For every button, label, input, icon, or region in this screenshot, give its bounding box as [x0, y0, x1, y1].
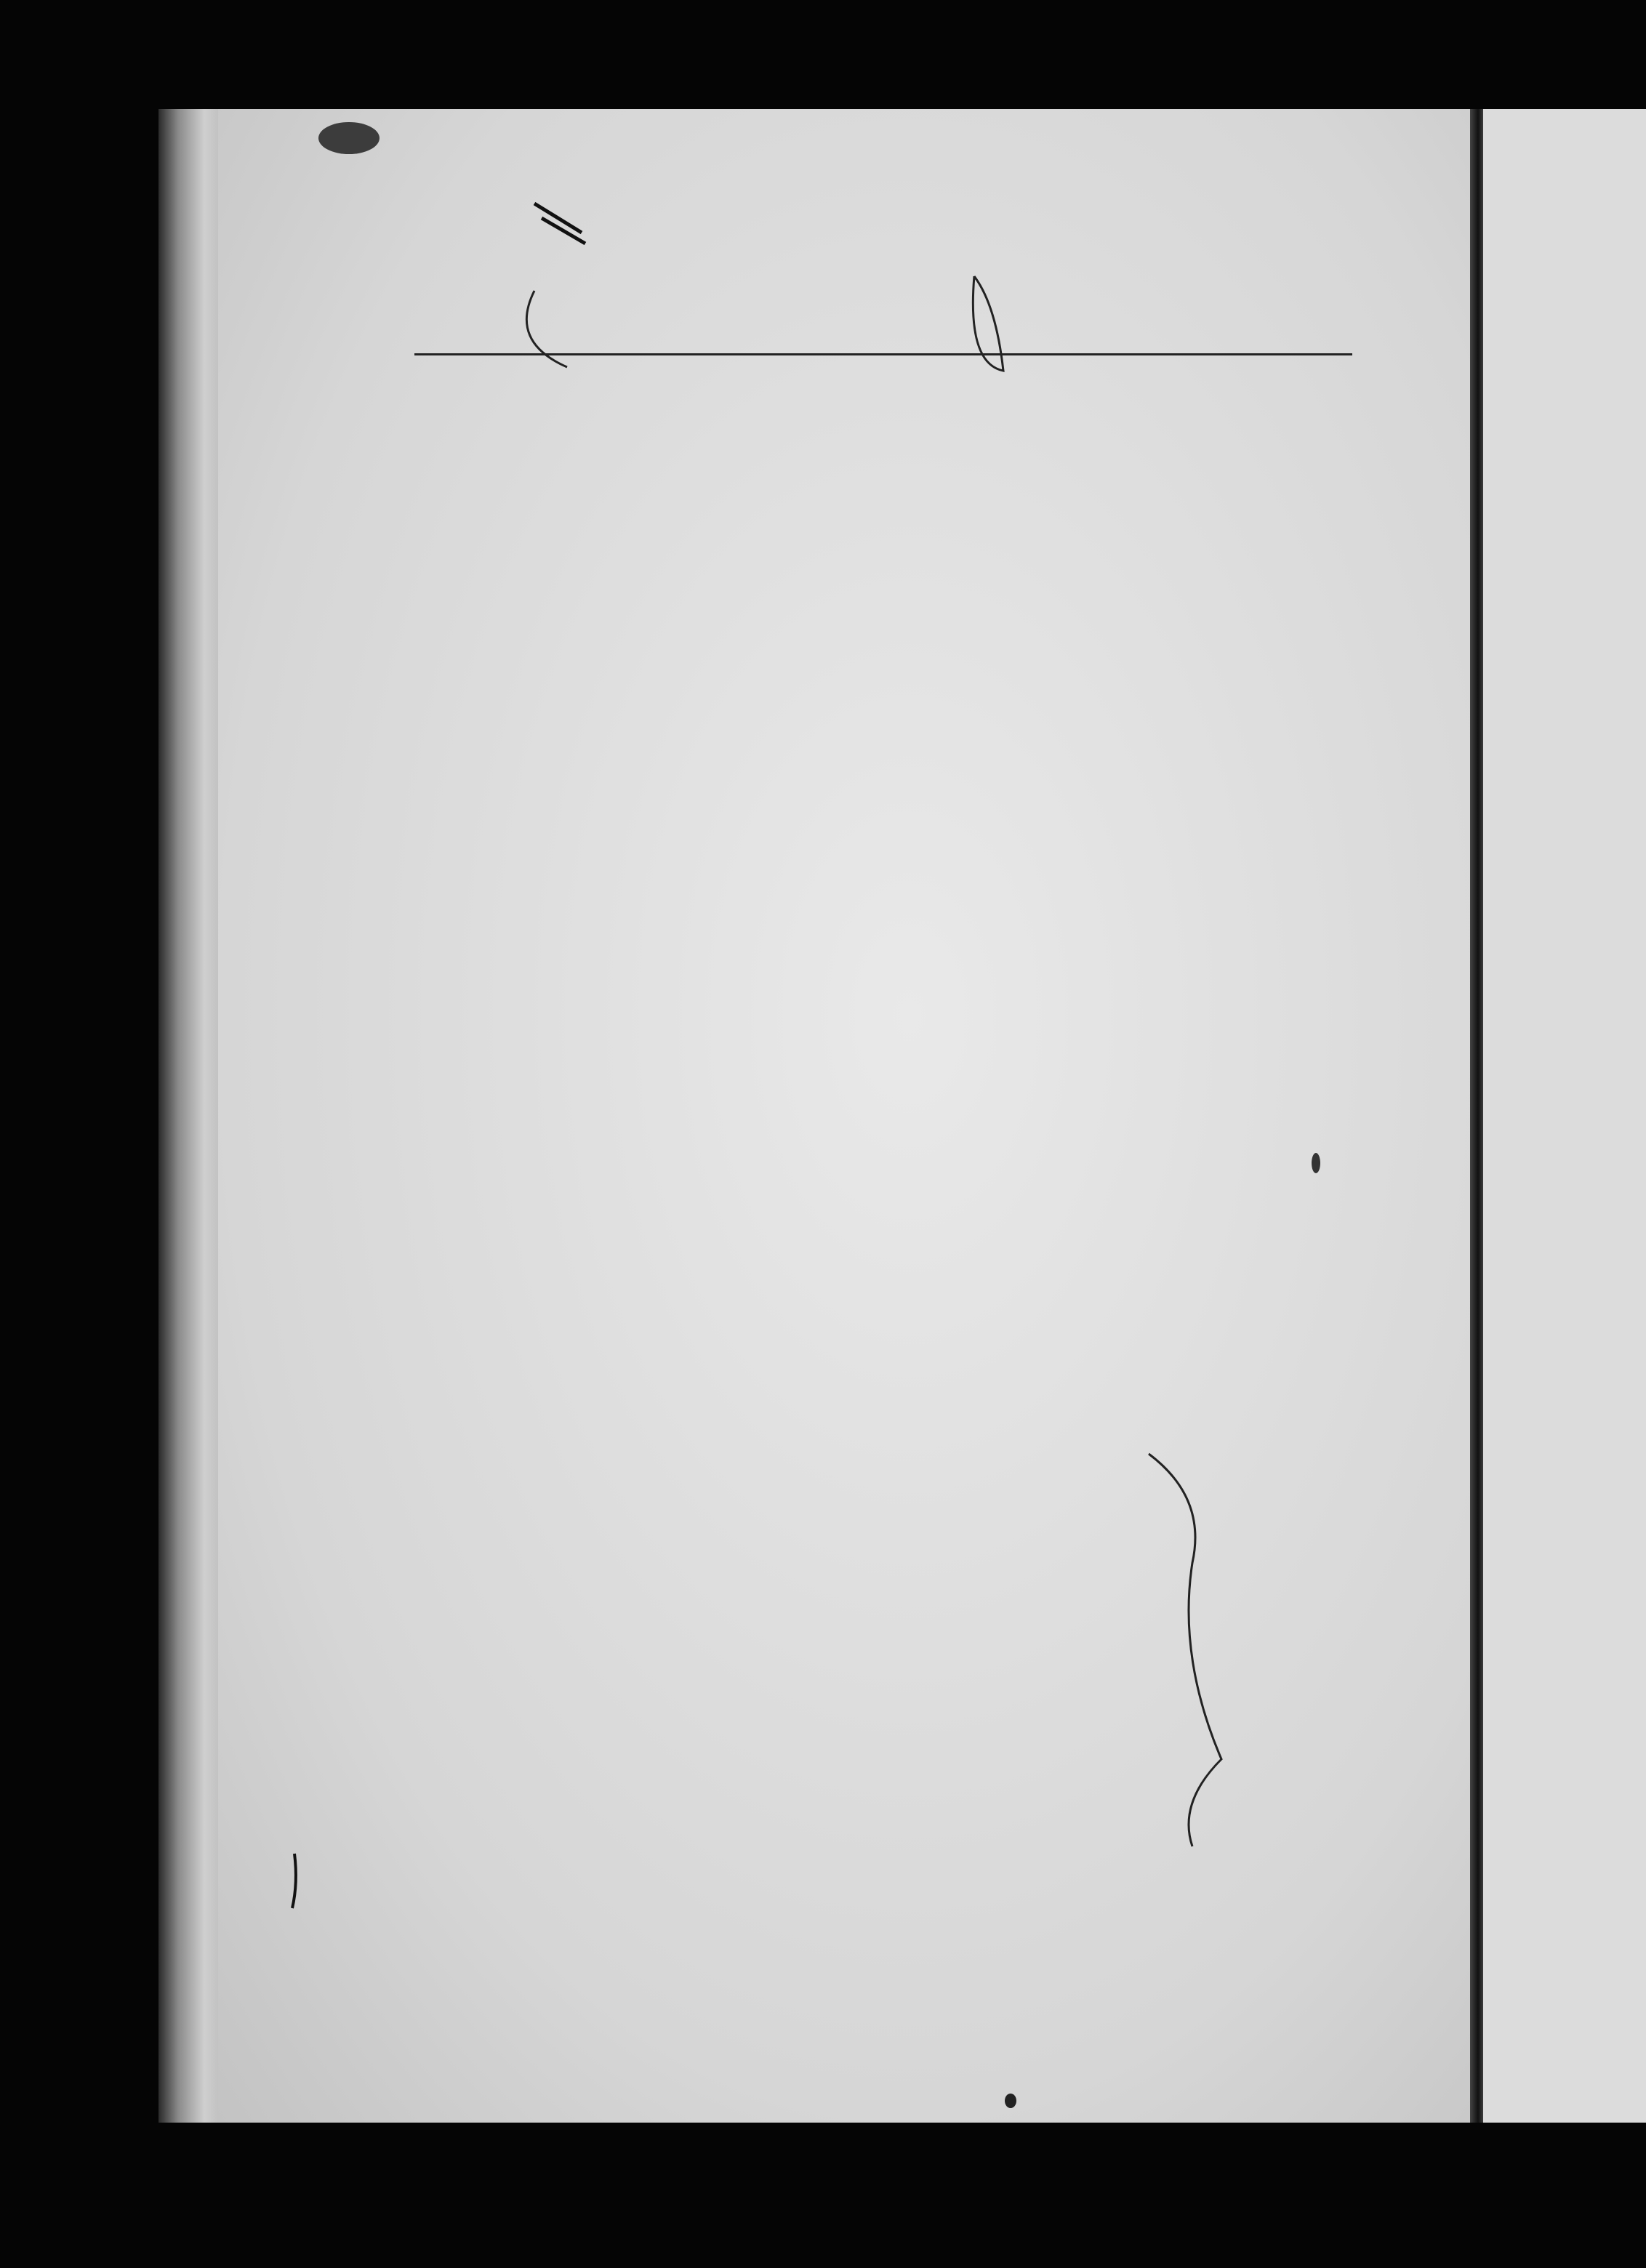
facing-page	[1483, 109, 1646, 2123]
book-spine-edge	[158, 109, 224, 2123]
page-header	[407, 287, 1352, 331]
left-page	[218, 109, 1476, 2123]
header-rule	[414, 353, 1352, 355]
